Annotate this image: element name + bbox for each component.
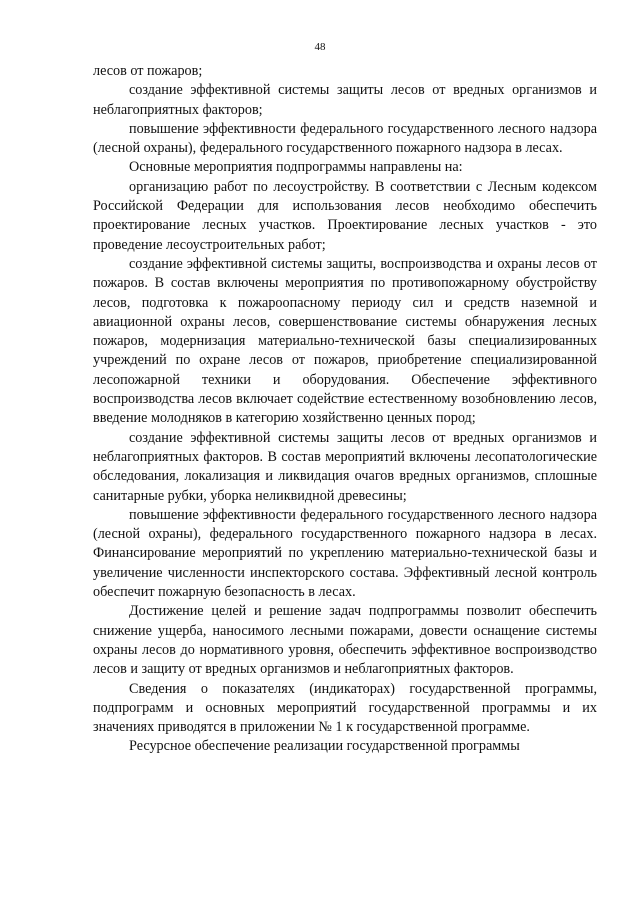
- paragraph: создание эффективной системы защиты лесов от вредных организмов и неблагоприятных факторов. В состав мероприятий включены лесопатологические обследования, локализация и ликвидация очагов вредных организмов, сплошные санитарные рубки, уборка неликвидной древесины;: [93, 429, 597, 504]
- paragraph: повышение эффективности федерального государственного лесного надзора (лесной охраны), федерального государственного пожарного надзора в лесах. Финансирование мероприятий по укреплению материально-технической базы и увеличение численности инспекторского состава. Эффективный лесной контроль обеспечит пожарную безопасность в лесах.: [93, 506, 597, 601]
- paragraph: Основные мероприятия подпрограммы направлены на:: [129, 159, 463, 176]
- paragraph: лесов от пожаров;: [93, 63, 203, 79]
- paragraph: организацию работ по лесоустройству. В соответствии с Лесным кодексом Российской Федерации для использования лесов необходимо обеспечить проектирование лесных участков. Проектирование лесных участков - это проведение лесоустроительных работ;: [93, 178, 597, 253]
- page-number: 48: [314, 41, 326, 53]
- paragraph: создание эффективной системы защиты, воспроизводства и охраны лесов от пожаров. В состав включены мероприятия по противопожарному обустройству лесов, подготовка к пожароопасному периоду сил и средств наземной и авиационной охраны лесов, совершенствование системы обнаружения лесных пожаров, модернизация материально-технической базы специализированных учреждений по охране лесов от пожаров, приобретение специализированной лесопожарной техники и оборудования. Обеспечение эффективного воспроизводства лесов включает содействие естественному возобновлению лесов, введение молодняков в категорию хозяйственно ценных пород;: [93, 255, 597, 427]
- paragraph: повышение эффективности федерального государственного лесного надзора (лесной охраны), федерального государственного пожарного надзора в лесах.: [93, 120, 597, 157]
- body-text: [93, 62, 597, 757]
- paragraph: Ресурсное обеспечение реализации государственной программы: [129, 738, 520, 755]
- paragraph: Достижение целей и решение задач подпрограммы позволит обеспечить снижение ущерба, наносимого лесными пожарами, довести оснащение системы охраны лесов до нормативного уровня, обеспечить эффективное воспроизводство лесов и защиту от вредных организмов и неблагоприятных факторов.: [93, 603, 597, 678]
- paragraph: создание эффективной системы защиты лесов от вредных организмов и неблагоприятных факторов;: [93, 82, 597, 118]
- paragraph: Сведения о показателях (индикаторах) государственной программы, подпрограмм и основных мероприятий государственной программы и их значениях приводятся в приложении № 1 к государственной программе.: [93, 680, 597, 736]
